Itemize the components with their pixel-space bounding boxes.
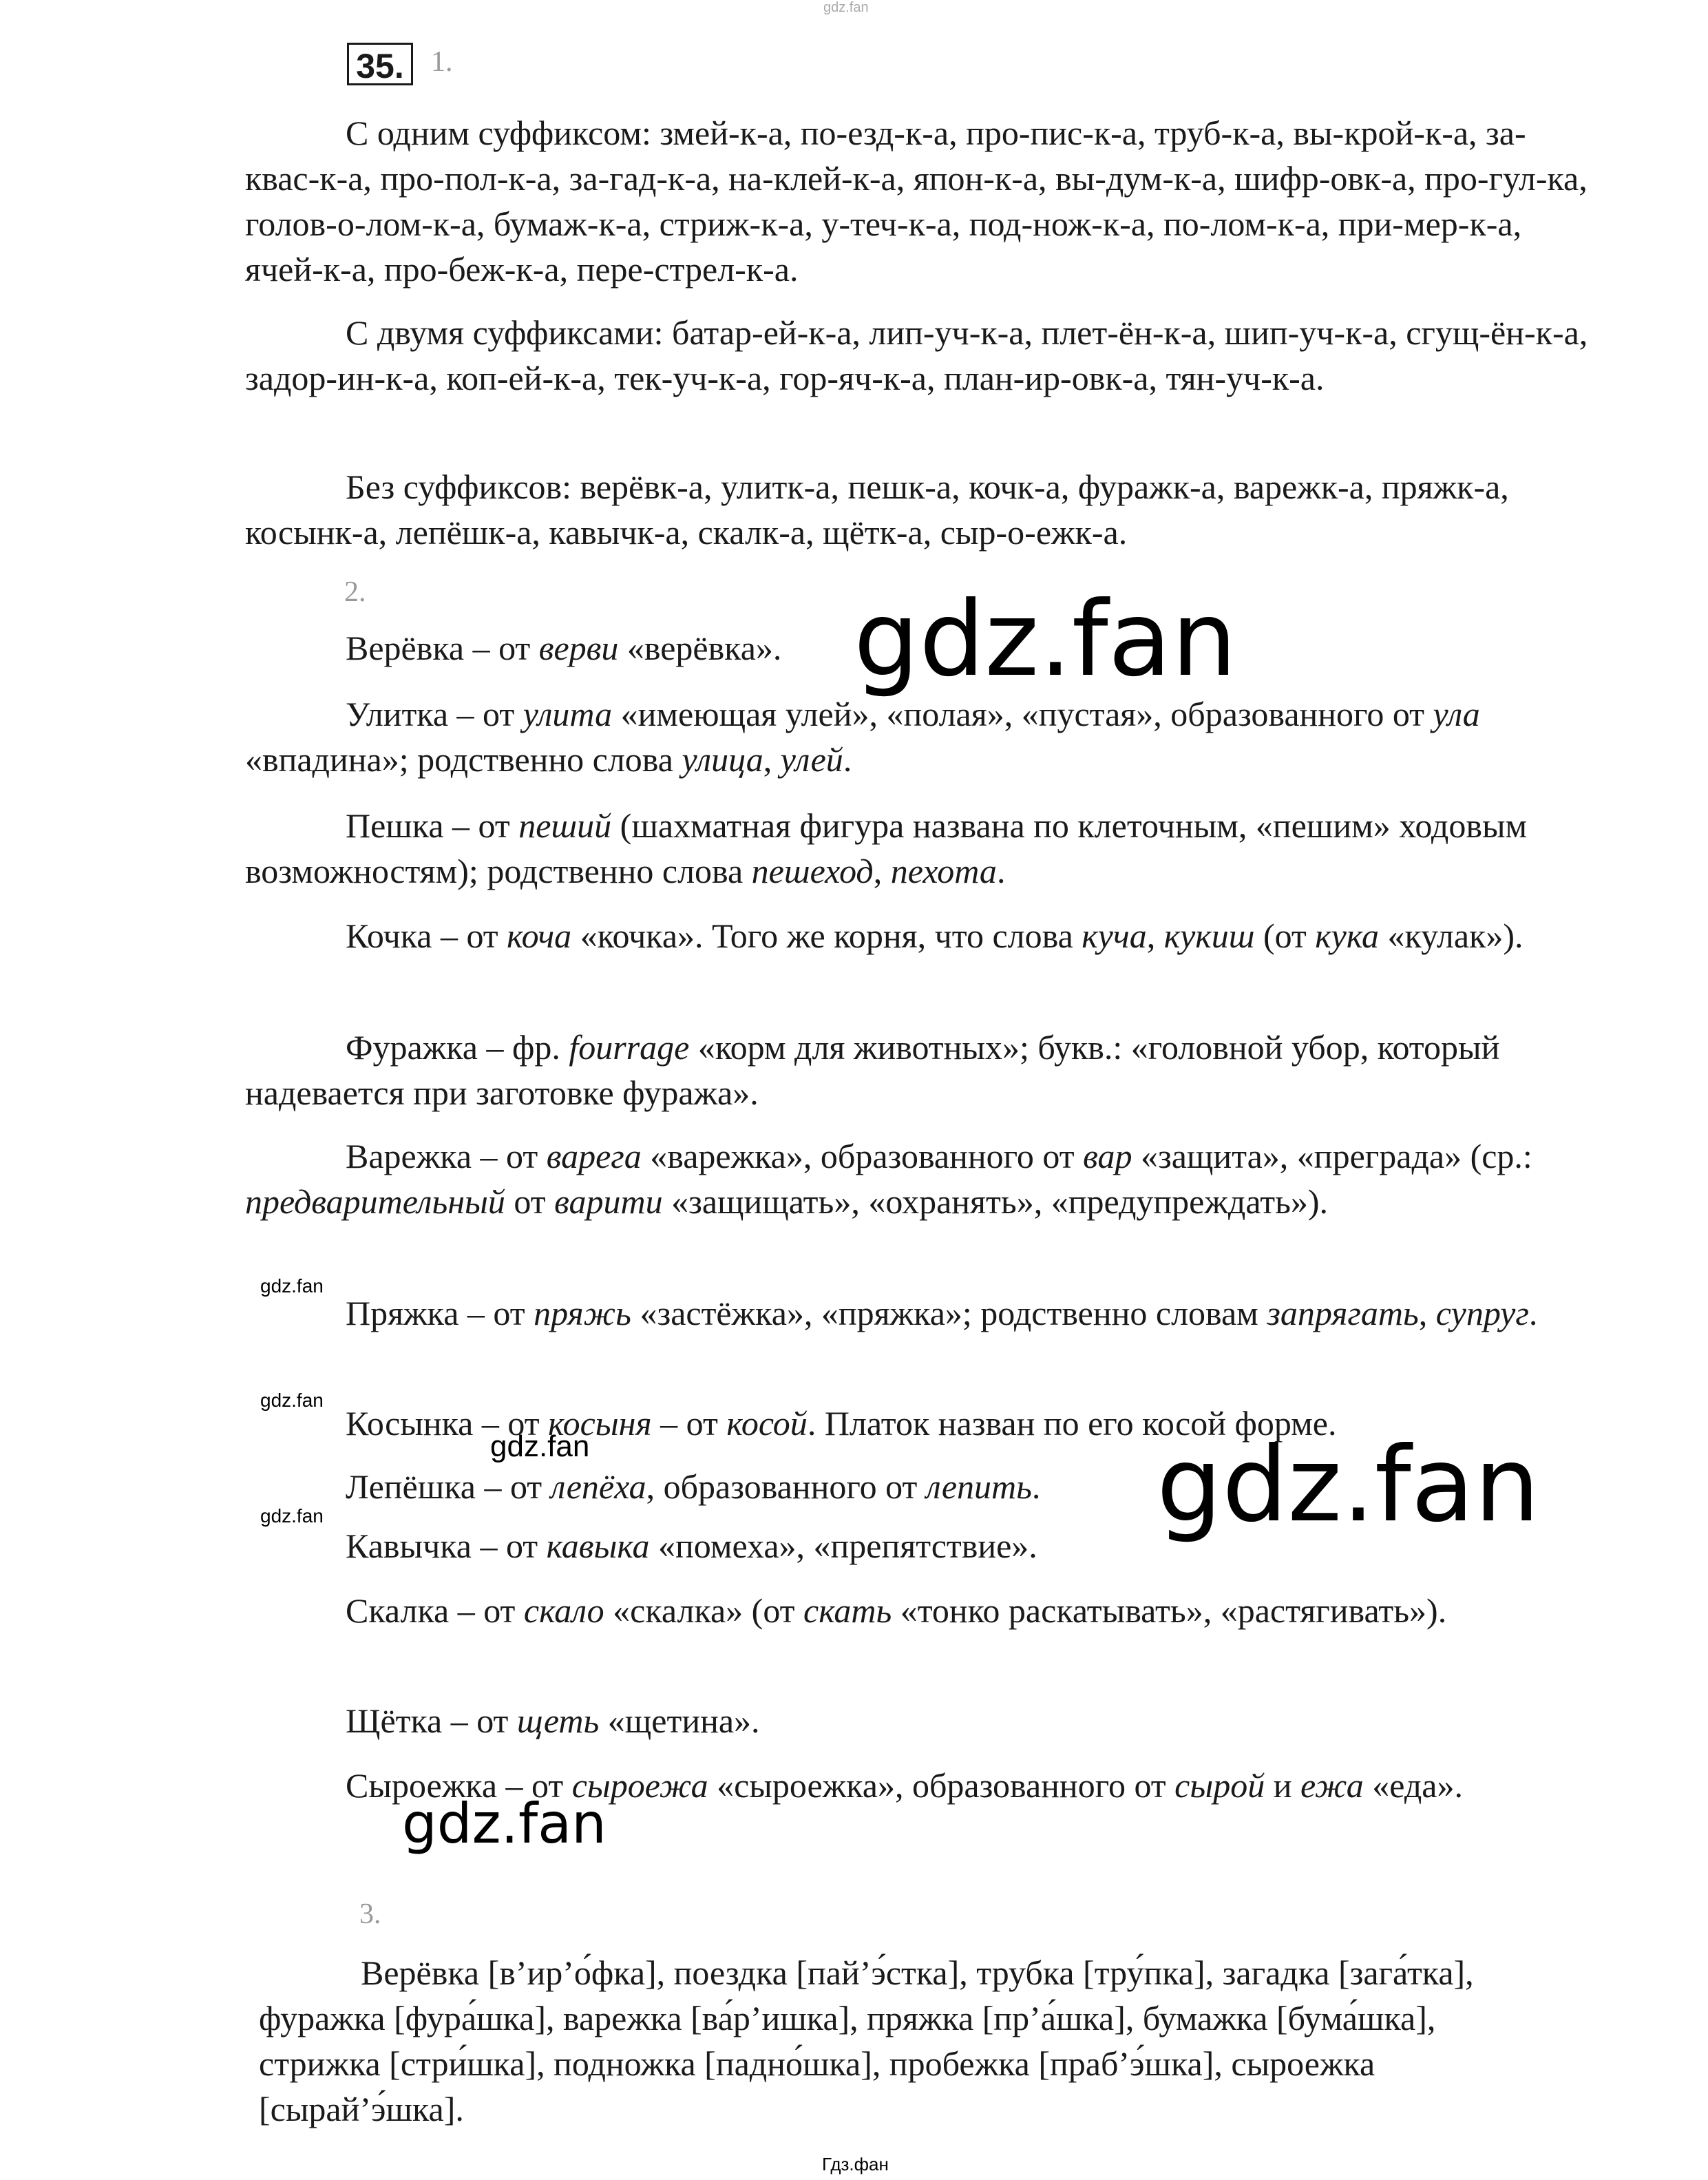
watermark-small-3: gdz.fan: [260, 1505, 324, 1527]
entry-verevka: Верёвка – от верви «верёвка».: [346, 629, 782, 667]
part1-label: 1.: [431, 46, 453, 78]
entry-varezhka: Варежка – от варега «варежка», образованного от вар «защита», «преграда» (ср.: предварительный от варити «защищать», «охранять», «предупреждать»).: [245, 1137, 1532, 1221]
paragraph-one-suffix: С одним суффиксом: змей-к-а, по-езд-к-а, про-пис-к-а, труб-к-а, вы-крой-к-а, за-квас-к-а, про-пол-к-а, за-гад-к-а, на-клей-к-а, япон-к-а, вы-дум-к-а, шифр-овк-а, про-гул-ка, голов-о-лом-к-а, бумаж-к-а, стриж-к-а, у-теч-к-а, под-нож-к-а, по-лом-к-а, при-мер-к-а, ячей-к-а, про-беж-к-а, пере-стрел-к-а.: [245, 114, 1588, 289]
watermark-medium: gdz.fan: [402, 1792, 607, 1856]
footer-watermark: Гдз.фан: [822, 2154, 889, 2174]
entry-lepeshka: Лепёшка – от лепёха, образованного от лепить.: [346, 1467, 1041, 1506]
watermark-small-1: gdz.fan: [260, 1275, 324, 1297]
italic-word: верви: [538, 629, 619, 667]
top-watermark: gdz.fan: [823, 0, 869, 15]
entry-syroezhka: Сыроежка – от сыроежа «сыроежка», образованного от сырой и ежа «еда».: [346, 1766, 1463, 1805]
entry-pryazhka: Пряжка – от пряжь «застёжка», «пряжка»; родственно словам запрягать, супруг.: [346, 1294, 1538, 1332]
watermark-large-1: gdz.fan: [854, 580, 1237, 700]
entry-peshka: Пешка – от пеший (шахматная фигура названа по клеточным, «пешим» ходовым возможностям); родственно слова пешеход, пехота.: [245, 806, 1528, 890]
watermark-large-2: gdz.fan: [1157, 1425, 1540, 1545]
part3-label: 3.: [359, 1898, 381, 1930]
watermark-small-4: gdz.fan: [490, 1429, 590, 1463]
entry-kochka: Кочка – от коча «кочка». Того же корня, что слова куча, кукиш (от кука «кулак»).: [346, 916, 1524, 955]
entry-ulitka: Улитка – от улита «имеющая улей», «полая», «пустая», образованного от ула «впадина»; родственно слова улица, улей.: [245, 695, 1480, 779]
entry-shchetka: Щётка – от щеть «щетина».: [346, 1701, 760, 1740]
entry-kavychka: Кавычка – от кавыка «помеха», «препятствие».: [346, 1527, 1037, 1565]
paragraph-two-suffixes: С двумя суффиксами: батар-ей-к-а, лип-уч-к-а, плет-ён-к-а, шип-уч-к-а, сгущ-ён-к-а, задор-ин-к-а, коп-ей-к-а, тек-уч-к-а, гор-яч-к-а, план-ир-овк-а, тян-уч-к-а.: [245, 313, 1588, 397]
paragraph-transcription: Верёвка [в’ир’о́фка], поездка [пай’э́стка], трубка [тру́пка], загадка [зага́тка], фуражка [фура́шка], варежка [ва́р’ишка], пряжка [пр’а́шка], бумажка [бума́шка], стрижка [стри́шка], подножка [падно́шка], пробежка [праб’э́шка], сыроежка [сырай’э́шка].: [259, 1953, 1474, 2128]
entry-kosynka: Косынка – от косыня – от косой. Платок назван по его косой форме.: [346, 1404, 1337, 1443]
watermark-small-2: gdz.fan: [260, 1390, 324, 1411]
entry-skalka: Скалка – от скало «скалка» (от скать «тонко раскатывать», «растягивать»).: [346, 1591, 1447, 1630]
paragraph-no-suffixes: Без суффиксов: верёвк-а, улитк-а, пешк-а, кочк-а, фуражк-а, варежк-а, пряжк-а, косынк-а, лепёшк-а, кавычк-а, скалк-а, щётк-а, сыр-о-ежк-а.: [245, 468, 1509, 552]
entry-furazhka: Фуражка – фр. fourrage «корм для животных»; букв.: «головной убор, который надевается при заготовке фуража».: [245, 1028, 1500, 1112]
part2-label: 2.: [344, 576, 366, 608]
task-number-box: 35.: [347, 43, 413, 85]
